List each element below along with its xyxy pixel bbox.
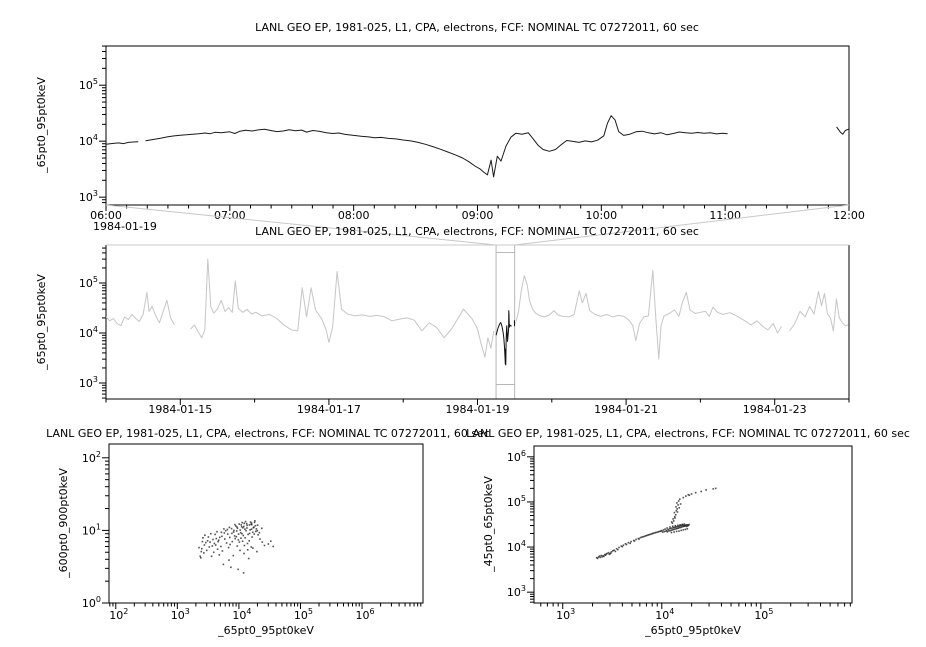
x-tick-label: 12:00	[833, 209, 865, 222]
panel-timeseries-context-plot-area[interactable]	[106, 245, 849, 399]
svg-text:104: $10^4$	[78, 133, 98, 149]
panel-scatter-45-65-plot-area[interactable]	[534, 446, 852, 603]
x-tick-label: 06:00	[90, 209, 122, 222]
x-tick-label: 09:00	[461, 209, 494, 222]
svg-text:105: $10^5$	[78, 77, 98, 93]
panel-scatter-600-900	[82, 444, 423, 622]
svg-text:105: $10^5$	[506, 493, 526, 509]
x-tick-label: 10:00	[585, 209, 618, 222]
panel-top-ylabel: _65pt0_95pt0keV	[35, 77, 48, 173]
panel-br-title: LANL GEO EP, 1981-025, L1, CPA, electrons, FCF: NOMINAL TC 07272011, 60 sec	[466, 427, 910, 440]
x-tick-label: 1984-01-21	[594, 403, 659, 416]
svg-text:100: $10^0$	[81, 595, 101, 610]
panel-bl-xlabel: _65pt0_95pt0keV	[218, 624, 314, 637]
context-date-label: 1984-01-19	[93, 220, 157, 233]
panel-bl-ylabel: _600pt0_900pt0keV	[57, 468, 70, 578]
panel-scatter-600-900-plot-area[interactable]	[109, 444, 423, 603]
svg-text:104: $10^4$	[655, 607, 675, 622]
panel-br-xlabel: _65pt0_95pt0keV	[645, 624, 741, 637]
svg-text:103: $10^3$	[78, 189, 98, 205]
svg-text:103: $10^3$	[170, 607, 190, 622]
svg-text:102: $10^2$	[81, 449, 101, 465]
svg-text:105: $10^5$	[78, 275, 98, 290]
svg-text:106: $10^6$	[506, 448, 526, 464]
x-tick-label: 1984-01-15	[148, 403, 213, 416]
svg-text:105: $10^5$	[293, 607, 314, 622]
svg-text:104: $10^4$	[506, 539, 526, 555]
x-tick-label: 07:00	[213, 209, 246, 222]
svg-text:104: $10^4$	[78, 325, 98, 340]
svg-text:102: $10^2$	[109, 607, 129, 622]
svg-text:103: $10^3$	[506, 584, 526, 600]
x-tick-label: 1984-01-23	[742, 403, 807, 416]
panel-br-ylabel: _45pt0_65pt0keV	[482, 476, 495, 572]
panel-timeseries-zoom	[79, 46, 865, 222]
panel-timeseries-zoom-plot-area[interactable]	[106, 46, 849, 205]
svg-text:106: $10^6$	[355, 607, 375, 622]
svg-text:105: $10^5$	[754, 607, 774, 622]
x-tick-label: 08:00	[337, 209, 370, 222]
panel-scatter-45-65	[507, 446, 852, 622]
panel-top-title: LANL GEO EP, 1981-025, L1, CPA, electrons, FCF: NOMINAL TC 07272011, 60 sec	[255, 21, 699, 34]
svg-text:101: $10^1$	[81, 522, 101, 538]
panel-mid-ylabel: _65pt0_95pt0keV	[35, 274, 48, 370]
svg-text:103: $10^3$	[78, 375, 98, 390]
x-tick-label: 1984-01-17	[296, 403, 361, 416]
panel-bl-title: LANL GEO EP, 1981-025, L1, CPA, electrons, FCF: NOMINAL TC 07272011, 60 sec	[46, 427, 490, 440]
svg-text:104: $10^4$	[232, 607, 252, 622]
svg-text:103: $10^3$	[556, 607, 576, 622]
x-tick-label: 1984-01-19	[445, 403, 510, 416]
panel-mid-title: LANL GEO EP, 1981-025, L1, CPA, electrons, FCF: NOMINAL TC 07272011, 60 sec	[255, 225, 699, 238]
x-tick-label: 11:00	[709, 209, 742, 222]
